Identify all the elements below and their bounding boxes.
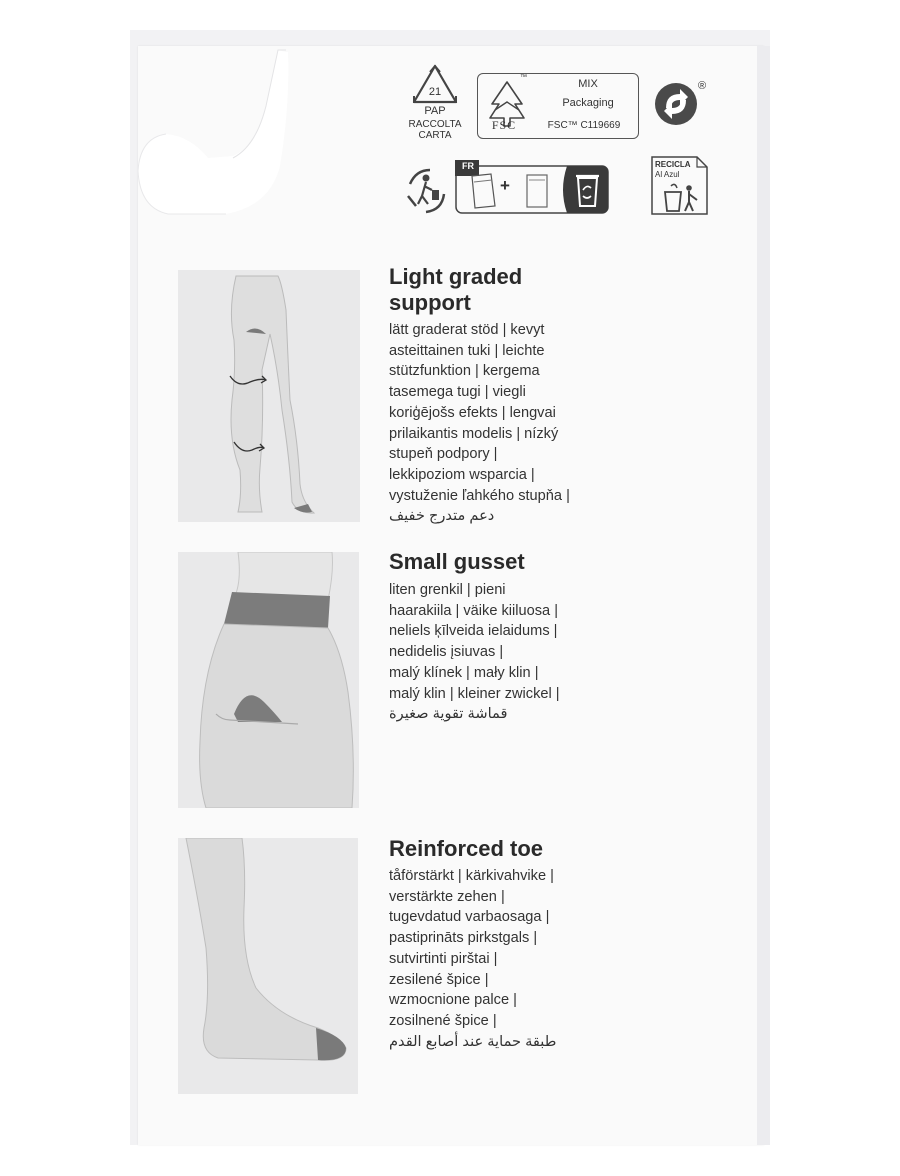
translation-line: neliels ķīlveida ielaidums | [389,623,558,640]
translation-line-arabic: طبقة حماية عند أصابع القدم [389,1033,557,1050]
leg-support-drawing [178,270,360,522]
fsc-mix: MIX [578,78,598,90]
fsc-packaging: Packaging [562,97,614,109]
pap-code: 21 [428,86,442,98]
translation-line: zesilené špice | [389,971,489,988]
green-dot-icon [652,78,702,128]
feature-translations-support [389,320,570,527]
tidyman-symbol [402,166,452,214]
gusset-illustration [178,552,359,808]
translation-line: tugevdatud varbaosaga | [389,909,550,926]
plastic-bag-icon [523,172,553,212]
translation-line: malý klin | kleiner zwickel | [389,685,560,702]
recicla-title: RECICLA [655,160,691,169]
leg-support-illustration [178,270,360,522]
translation-line: nedidelis įsiuvas | [389,644,504,661]
registered-mark: ® [698,80,707,92]
translation-line: zosilnené špice | [389,1012,497,1029]
recicla-subtitle: Al Azul [655,170,680,179]
translation-line: sutvirtinti pirštai | [389,950,498,967]
feature-translations-gusset [389,580,560,725]
recycling-bin-icon [567,168,607,214]
recicla-symbol [651,156,709,216]
feature-title-line-1: Light graded [389,264,523,289]
translation-line: liten grenkil | pieni [389,582,506,598]
translation-line: haarakiila | väike kiiluosa | [389,602,559,619]
triman-sorting-panel [455,160,610,215]
feature-translations-toe [389,866,556,1052]
pap-label: PAP [424,105,446,117]
feature-title-light-graded-support [389,264,522,316]
translation-line: tasemega tugi | viegli [389,384,526,401]
person-recycling-icon [402,166,452,214]
feature-title-small-gusset: Small gusset [389,549,525,574]
translation-line: lätt graderat stöd | kevyt [389,322,545,338]
translation-line: stupeň podpory | [389,446,498,463]
recycle-triangle-icon [400,62,470,108]
raccolta-label: RACCOLTA [408,119,462,130]
toe-drawing [178,838,358,1094]
translation-line: malý klínek | mały klin | [389,664,539,681]
pap-recycling-symbol [400,62,470,147]
toe-illustration [178,838,358,1094]
translation-line: koriģējošs efekts | lengvai [389,404,556,421]
fsc-tm: ™ [520,74,527,81]
feature-title-reinforced-toe: Reinforced toe [389,836,544,861]
translation-line: lekkipoziom wsparcia | [389,466,535,483]
feature-title-line-2: support [389,290,471,315]
translation-line-arabic: دعم متدرج خفيف [389,508,495,525]
triman-tag: FR [462,161,474,171]
translation-line: prilaikantis modelis | nízký [389,425,559,442]
triman-plus: + [500,176,510,195]
translation-line: stützfunktion | kergema [389,363,540,380]
fsc-label [477,73,639,139]
translation-line: wzmocnione palce | [389,992,517,1009]
green-dot-symbol [652,78,712,128]
translation-line: vystuženie ľahkého stupňa | [389,487,570,504]
fsc-logo-text: FSC [491,118,517,132]
translation-line: tåförstärkt | kärkivahvike | [389,868,554,884]
gusset-drawing [178,552,359,808]
hanger-hook-cutout [138,46,298,221]
fsc-license: FSC™ C119669 [547,120,621,131]
carta-label: CARTA [418,130,452,141]
paper-sleeve-icon [469,172,499,212]
translation-line: asteittainen tuki | leichte [389,342,545,359]
translation-line: verstärkte zehen | [389,888,505,905]
package-side-edge [757,46,770,1145]
translation-line-arabic: قماشة تقوية صغيرة [389,706,508,723]
translation-line: pastiprināts pirkstgals | [389,930,538,947]
